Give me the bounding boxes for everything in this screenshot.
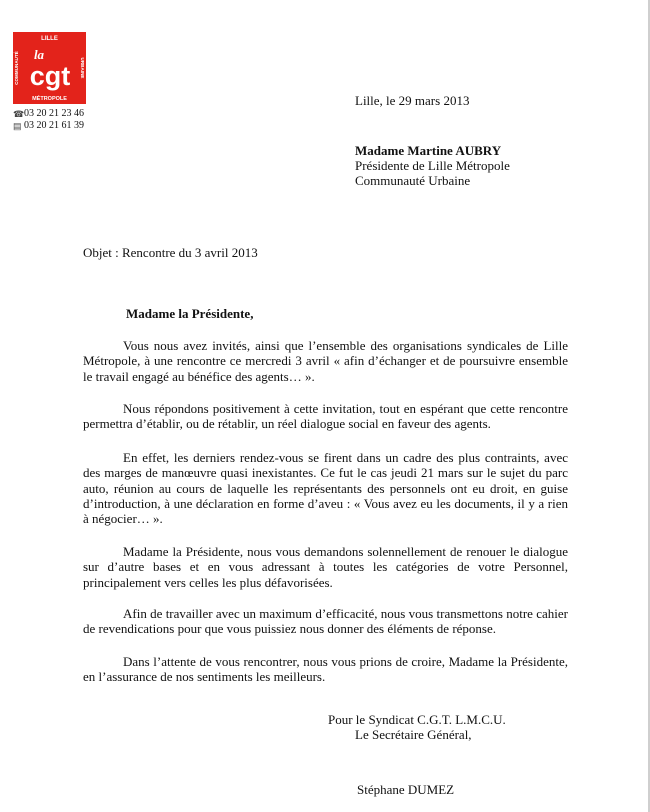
fax-number: 03 20 21 61 39 — [24, 120, 84, 131]
recipient-name: Madame Martine AUBRY — [355, 143, 502, 158]
body-paragraph-5: Afin de travailler avec un maximum d’efficacité, nous vous transmettons notre cahier de revendications pour que vous puissiez nous donner des éléments de réponse. — [83, 606, 568, 637]
logo-la-text: la — [33, 47, 45, 62]
signer-name: Stéphane DUMEZ — [357, 782, 455, 797]
logo-bottom-text: MÉTROPOLE — [32, 96, 67, 102]
logo-cgt-text: cgt — [29, 61, 71, 91]
telephone-icon: ☎ — [13, 109, 25, 119]
cgt-logo — [13, 32, 86, 104]
contact-block — [13, 108, 84, 132]
phone-line — [13, 108, 84, 120]
signature-line-2: Le Secrétaire Général, — [355, 727, 472, 742]
fax-icon: ▤ — [13, 121, 22, 131]
salutation: Madame la Présidente, — [126, 306, 254, 321]
body-paragraph-6: Dans l’attente de vous rencontrer, nous vous prions de croire, Madame la Présidente, en l’assurance de nos sentiments les meilleurs. — [83, 654, 568, 685]
recipient-title: Présidente de Lille Métropole — [355, 158, 510, 173]
logo-top-text: LILLE — [41, 36, 58, 42]
logo-right-text: URBAINE — [80, 57, 85, 79]
body-paragraph-3: En effet, les derniers rendez-vous se firent dans un cadre des plus contraints, avec des marges de manœuvre quasi inexistantes. Ce fut le cas jeudi 21 mars sur le sujet du parc auto, réunion au cours de laquelle les représentants des personnels ont eu droit, en guise d’introduction, à une déclaration en forme d’aveu : « Vous avez eu les documents, il y a rien à négocier… ». — [83, 450, 568, 527]
phone-number: 03 20 21 23 46 — [24, 108, 84, 119]
signature-line-1: Pour le Syndicat C.G.T. L.M.C.U. — [328, 712, 506, 727]
fax-line — [13, 120, 84, 132]
letter-date: Lille, le 29 mars 2013 — [355, 93, 470, 108]
body-paragraph-2: Nous répondons positivement à cette invitation, tout en espérant que cette rencontre permettra d’établir, ou de rétablir, un réel dialogue social en faveur des agents. — [83, 401, 568, 432]
logo-left-text: COMMUNAUTÉ — [14, 51, 19, 85]
recipient-organization: Communauté Urbaine — [355, 173, 471, 188]
cgt-logo-graphic — [13, 32, 86, 104]
body-paragraph-1: Vous nous avez invités, ainsi que l’ensemble des organisations syndicales de Lille Métropole, à une rencontre ce mercredi 3 avril « afin d’échanger et de poursuivre ensemble le travail engagé au bénéfice des agents… ». — [83, 338, 568, 384]
recipient-block — [355, 143, 510, 188]
letter-subject: Objet : Rencontre du 3 avril 2013 — [83, 245, 258, 260]
body-paragraph-4: Madame la Présidente, nous vous demandons solennellement de renouer le dialogue sur d’autre bases et en vous adressant à toutes les catégories de votre Personnel, principalement vers celles les plus défavorisées. — [83, 544, 568, 590]
